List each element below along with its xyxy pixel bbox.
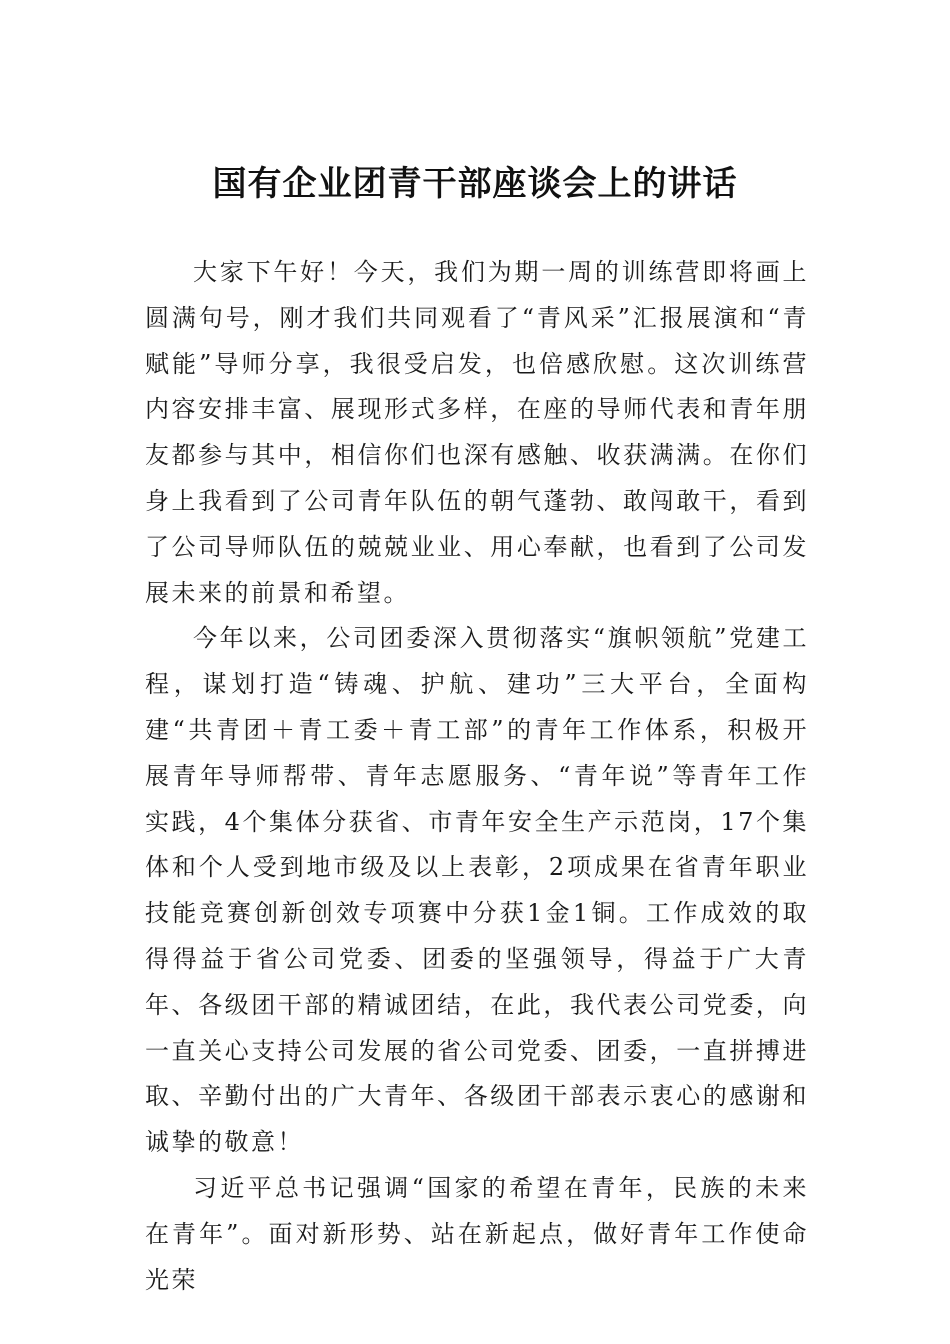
paragraph-youth-mission: 习近平总书记强调“国家的希望在青年，民族的未来在青年”。面对新形势、站在新起点，做好青年工作使命光荣 [145,1173,809,1294]
paragraph-greeting: 大家下午好！今天，我们为期一周的训练营即将画上圆满句号，刚才我们共同观看了“青风采”汇报展演和“青赋能”导师分享，我很受启发，也倍感欣慰。这次训练营内容安排丰富、展现形式多样，在座的导师代表和青年朋友都参与其中，相信你们也深有感触、收获满满。在你们身上我看到了公司青年队伍的朝气蓬勃、敢闯敢干，看到了公司导师队伍的兢兢业业、用心奉献，也看到了公司发展未来的前景和希望。 [145,258,809,607]
document-title: 国有企业团青干部座谈会上的讲话 [212,164,738,204]
document-body [145,250,809,1303]
paragraph-achievements: 今年以来，公司团委深入贯彻落实“旗帜领航”党建工程，谋划打造“铸魂、护航、建功”三大平台，全面构建“共青团＋青工委＋青工部”的青年工作体系，积极开展青年导师帮带、青年志愿服务、“青年说”等青年工作实践，4个集体分获省、市青年安全生产示范岗，17个集体和个人受到地市级及以上表彰，2项成果在省青年职业技能竞赛创新创效专项赛中分获1金1铜。工作成效的取得得益于省公司党委、团委的坚强领导，得益于广大青年、各级团干部的精诚团结，在此，我代表公司党委，向一直关心支持公司发展的省公司党委、团委，一直拼搏进取、辛勤付出的广大青年、各级团干部表示衷心的感谢和诚挚的敬意！ [145,624,809,1157]
